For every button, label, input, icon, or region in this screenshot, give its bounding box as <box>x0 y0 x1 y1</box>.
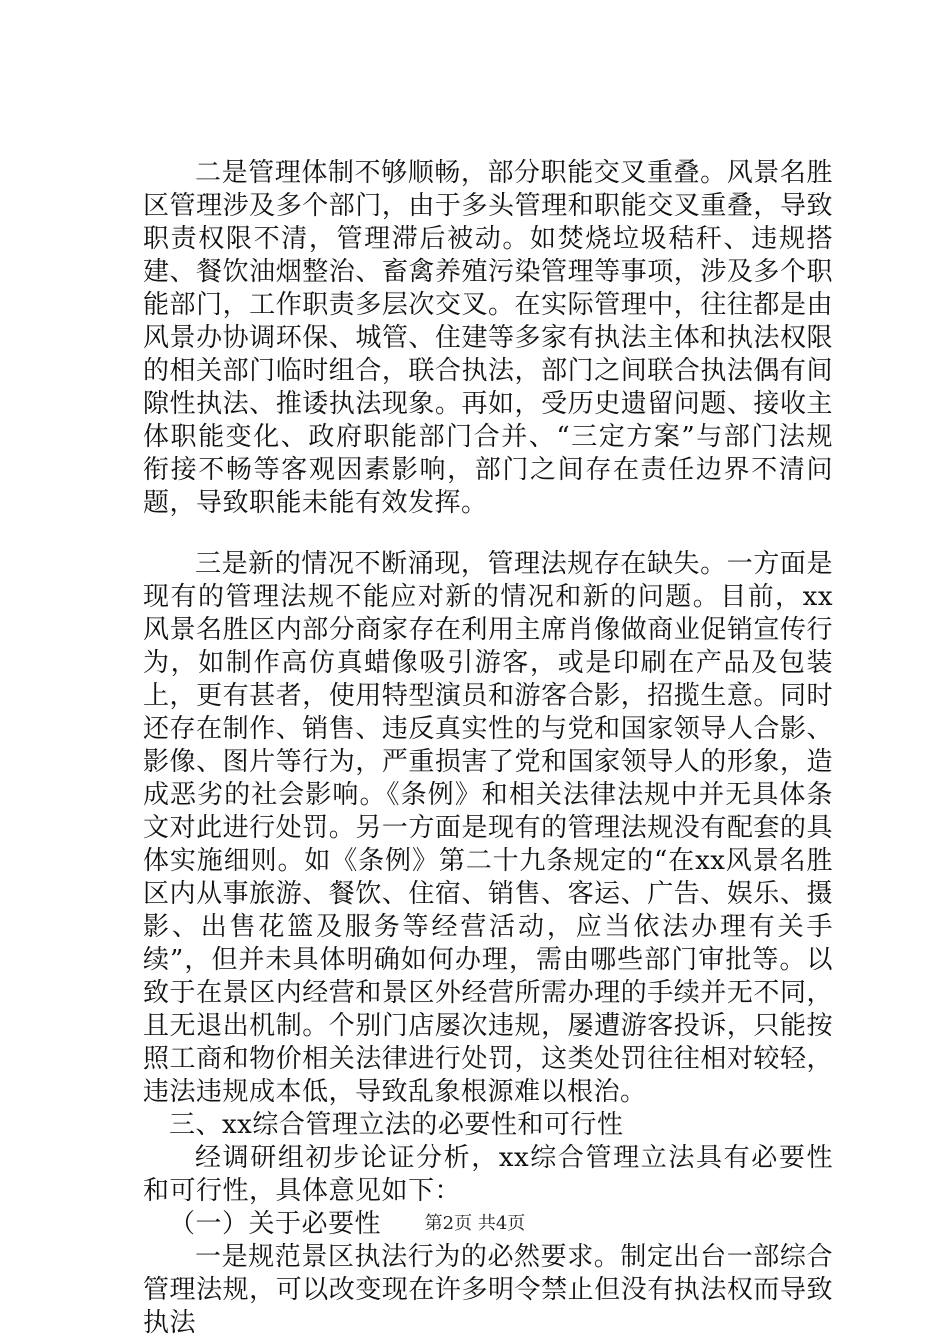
paragraph-necessity-first: 一是规范景区执法行为的必然要求。制定出台一部综合管理法规，可以改变现在许多明令禁止但没有执法权而导致执法 <box>143 1242 833 1338</box>
subsection-heading: （一）关于必要性 <box>169 1209 382 1239</box>
page-footer: 第2页 共4页 <box>424 1213 526 1234</box>
paragraph-intro: 经调研组初步论证分析，xx综合管理立法具有必要性和可行性，具体意见如下： <box>143 1143 833 1206</box>
section-heading: 三、xx综合管理立法的必要性和可行性 <box>169 1110 624 1140</box>
paragraph-management-system: 二是管理体制不够顺畅，部分职能交叉重叠。风景名胜区管理涉及多个部门，由于多头管理和职能交叉重叠，导致职责权限不清，管理滞后被动。如焚烧垃圾秸秆、违规搭建、餐饮油烟整治、畜禽养殖污染管理等事项，涉及多个职能部门，工作职责多层次交叉。在实际管理中，往往都是由风景办协调环保、城管、住建等多家有执法主体和执法权限的相关部门临时组合，联合执法，部门之间联合执法偶有间隙性执法、推诿执法现象。再如，受历史遗留问题、接收主体职能变化、政府职能部门合并、“三定方案”与部门法规衔接不畅等客观因素影响，部门之间存在责任边界不清问题，导致职能未能有效发挥。 <box>143 158 833 518</box>
document-body <box>143 157 833 1340</box>
paragraph-new-situations: 三是新的情况不断涌现，管理法规存在缺失。一方面是现有的管理法规不能应对新的情况和新的问题。目前，xx风景名胜区内部分商家存在利用主席肖像做商业促销宣传行为，如制作高仿真蜡像吸引游客，或是印刷在产品及包装上，更有甚者，使用特型演员和游客合影，招揽生意。同时还存在制作、销售、违反真实性的与党和国家领导人合影、影像、图片等行为，严重损害了党和国家领导人的形象，造成恶劣的社会影响。《条例》和相关法律法规中并无具体条文对此进行处罚。另一方面是现有的管理法规没有配套的具体实施细则。如《条例》第二十九条规定的“在xx风景名胜区内从事旅游、餐饮、住宿、销售、客运、广告、娱乐、摄影、出售花篮及服务等经营活动，应当依法办理有关手续”，但并未具体明确如何办理，需由哪些部门审批等。以致于在景区内经营和景区外经营所需办理的手续并无不同，且无退出机制。个别门店屡次违规，屡遭游客投诉，只能按照工商和物价相关法律进行处罚，这类处罚往往相对较轻，违法违规成本低，导致乱象根源难以根治。 <box>143 549 833 1107</box>
